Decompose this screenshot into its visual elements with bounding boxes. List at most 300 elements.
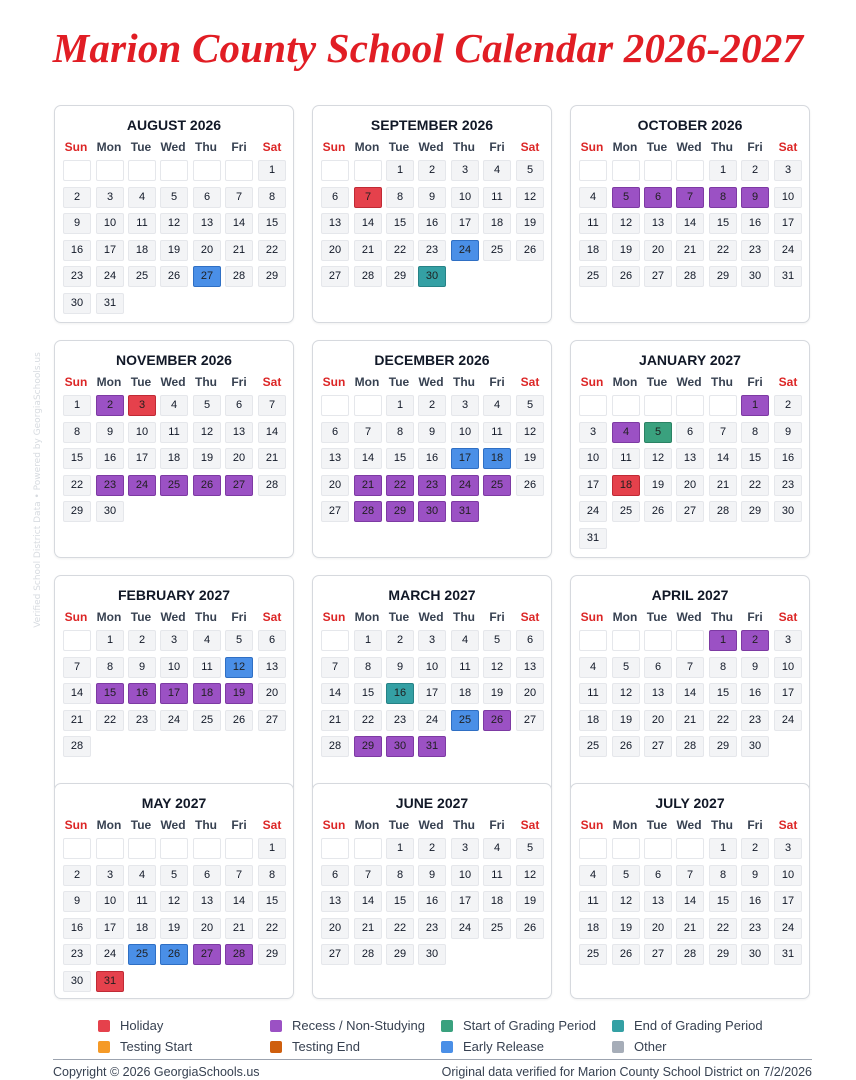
day-cell: 16 xyxy=(63,918,91,939)
day-cell: 2 xyxy=(418,838,446,859)
day-cell: 29 xyxy=(63,501,91,522)
day-cell-early: 24 xyxy=(451,240,479,261)
weekday-header-sun: Sun xyxy=(580,140,604,154)
day-cell: 22 xyxy=(258,240,286,261)
day-cell: 29 xyxy=(709,944,737,965)
day-cell: 29 xyxy=(258,266,286,287)
day-cell: 15 xyxy=(709,891,737,912)
day-cell-recess: 1 xyxy=(709,630,737,651)
day-cell: 5 xyxy=(612,657,640,678)
day-cell: 12 xyxy=(612,683,640,704)
weekday-header-tue: Tue xyxy=(130,610,152,624)
day-cell: 13 xyxy=(644,683,672,704)
day-cell: 23 xyxy=(774,475,802,496)
day-cell: 7 xyxy=(709,422,737,443)
month-january-2027 xyxy=(570,340,810,558)
day-cell: 23 xyxy=(741,710,769,731)
month-title: JUNE 2027 xyxy=(395,795,469,811)
day-cell: 12 xyxy=(516,422,544,443)
day-cell: 27 xyxy=(644,266,672,287)
weekday-header-wed: Wed xyxy=(160,140,186,154)
weekday-header-thu: Thu xyxy=(195,610,217,624)
day-cell: 21 xyxy=(709,475,737,496)
weekday-header-thu: Thu xyxy=(195,140,217,154)
day-cell: 14 xyxy=(258,422,286,443)
empty-day-cell xyxy=(128,838,156,859)
day-cell: 22 xyxy=(63,475,91,496)
day-cell-recess: 31 xyxy=(418,736,446,757)
day-cell: 24 xyxy=(451,918,479,939)
empty-day-cell xyxy=(644,160,672,181)
weekday-header-sat: Sat xyxy=(520,818,540,832)
day-cell: 30 xyxy=(741,266,769,287)
day-cell: 11 xyxy=(579,213,607,234)
day-cell: 29 xyxy=(709,736,737,757)
legend-swatch xyxy=(612,1020,624,1032)
month-title: NOVEMBER 2026 xyxy=(116,352,232,368)
day-cell: 29 xyxy=(741,501,769,522)
day-cell: 26 xyxy=(225,710,253,731)
day-cell: 10 xyxy=(774,865,802,886)
day-cell: 26 xyxy=(644,501,672,522)
day-cell: 21 xyxy=(225,918,253,939)
day-cell: 16 xyxy=(418,891,446,912)
empty-day-cell xyxy=(321,630,349,651)
day-cell: 1 xyxy=(354,630,382,651)
day-cell: 26 xyxy=(612,266,640,287)
weekday-header-sat: Sat xyxy=(262,610,282,624)
weekday-header-tue: Tue xyxy=(388,818,410,832)
day-cell: 2 xyxy=(418,160,446,181)
day-cell: 17 xyxy=(774,683,802,704)
day-cell: 23 xyxy=(63,266,91,287)
day-cell: 22 xyxy=(96,710,124,731)
day-cell: 12 xyxy=(193,422,221,443)
day-cell: 7 xyxy=(354,865,382,886)
page-title: Marion County School Calendar 2026-2027 xyxy=(52,25,804,71)
day-cell: 8 xyxy=(258,187,286,208)
weekday-header-mon: Mon xyxy=(96,610,122,624)
day-cell: 25 xyxy=(579,266,607,287)
day-cell: 23 xyxy=(418,240,446,261)
day-cell: 13 xyxy=(676,448,704,469)
day-cell: 12 xyxy=(516,865,544,886)
day-cell: 15 xyxy=(354,683,382,704)
day-cell: 20 xyxy=(516,683,544,704)
legend-label: Testing Start xyxy=(120,1039,193,1054)
day-cell: 11 xyxy=(483,422,511,443)
empty-day-cell xyxy=(193,838,221,859)
month-september-2026 xyxy=(312,105,552,323)
empty-day-cell xyxy=(612,160,640,181)
day-cell: 9 xyxy=(128,657,156,678)
day-cell: 3 xyxy=(451,160,479,181)
month-title: DECEMBER 2026 xyxy=(374,352,490,368)
weekday-header-mon: Mon xyxy=(354,610,380,624)
day-cell: 4 xyxy=(483,395,511,416)
month-february-2027 xyxy=(54,575,294,793)
day-cell: 6 xyxy=(644,657,672,678)
day-cell: 8 xyxy=(709,865,737,886)
day-cell: 17 xyxy=(96,918,124,939)
day-cell: 20 xyxy=(321,918,349,939)
day-cell: 28 xyxy=(676,944,704,965)
month-july-2027 xyxy=(570,783,810,999)
month-title: MAY 2027 xyxy=(141,795,207,811)
weekday-header-fri: Fri xyxy=(747,375,763,389)
day-cell: 2 xyxy=(418,395,446,416)
weekday-header-thu: Thu xyxy=(453,610,475,624)
weekday-header-thu: Thu xyxy=(453,375,475,389)
weekday-header-mon: Mon xyxy=(612,375,638,389)
day-cell-recess: 21 xyxy=(354,475,382,496)
day-cell: 16 xyxy=(418,448,446,469)
empty-day-cell xyxy=(579,630,607,651)
day-cell: 10 xyxy=(774,187,802,208)
day-cell: 8 xyxy=(96,657,124,678)
month-april-2027 xyxy=(570,575,810,793)
day-cell: 6 xyxy=(193,865,221,886)
day-cell: 19 xyxy=(516,448,544,469)
legend-label: Start of Grading Period xyxy=(463,1018,596,1033)
empty-day-cell xyxy=(96,838,124,859)
day-cell: 1 xyxy=(709,160,737,181)
day-cell: 7 xyxy=(63,657,91,678)
day-cell: 14 xyxy=(225,213,253,234)
weekday-header-sat: Sat xyxy=(778,140,798,154)
day-cell: 28 xyxy=(676,736,704,757)
day-cell: 30 xyxy=(96,501,124,522)
day-cell: 26 xyxy=(160,266,188,287)
weekday-header-mon: Mon xyxy=(96,375,122,389)
month-title: FEBRUARY 2027 xyxy=(117,587,231,603)
day-cell: 30 xyxy=(63,971,91,992)
day-cell: 11 xyxy=(612,448,640,469)
day-cell: 18 xyxy=(128,240,156,261)
day-cell: 12 xyxy=(612,213,640,234)
weekday-header-fri: Fri xyxy=(231,140,247,154)
legend-label: Holiday xyxy=(120,1018,164,1033)
day-cell: 31 xyxy=(774,944,802,965)
legend-swatch xyxy=(98,1041,110,1053)
day-cell: 16 xyxy=(418,213,446,234)
day-cell: 22 xyxy=(386,918,414,939)
day-cell: 9 xyxy=(774,422,802,443)
empty-day-cell xyxy=(676,838,704,859)
weekday-header-sun: Sun xyxy=(322,375,346,389)
day-cell: 16 xyxy=(63,240,91,261)
day-cell-early: 26 xyxy=(160,944,188,965)
day-cell: 13 xyxy=(644,891,672,912)
empty-day-cell xyxy=(321,160,349,181)
day-cell: 13 xyxy=(516,657,544,678)
day-cell: 17 xyxy=(96,240,124,261)
day-cell: 17 xyxy=(418,683,446,704)
day-cell-recess: 31 xyxy=(451,501,479,522)
day-cell: 17 xyxy=(774,891,802,912)
day-cell: 1 xyxy=(96,630,124,651)
day-cell-recess: 28 xyxy=(354,501,382,522)
day-cell-holiday: 3 xyxy=(128,395,156,416)
weekday-header-tue: Tue xyxy=(388,140,410,154)
weekday-header-sat: Sat xyxy=(778,375,798,389)
day-cell: 28 xyxy=(709,501,737,522)
day-cell-recess: 26 xyxy=(193,475,221,496)
day-cell: 14 xyxy=(676,891,704,912)
day-cell: 25 xyxy=(579,944,607,965)
day-cell: 28 xyxy=(354,266,382,287)
weekday-header-wed: Wed xyxy=(676,610,702,624)
day-cell: 18 xyxy=(579,240,607,261)
day-cell: 23 xyxy=(128,710,156,731)
day-cell-recess: 23 xyxy=(418,475,446,496)
day-cell: 11 xyxy=(451,657,479,678)
day-cell: 2 xyxy=(386,630,414,651)
empty-day-cell xyxy=(225,160,253,181)
day-cell: 26 xyxy=(516,918,544,939)
day-cell: 28 xyxy=(63,736,91,757)
day-cell: 11 xyxy=(579,683,607,704)
legend-label: Other xyxy=(634,1039,667,1054)
month-title: MARCH 2027 xyxy=(388,587,476,603)
day-cell-recess: 2 xyxy=(96,395,124,416)
month-title: APRIL 2027 xyxy=(651,587,729,603)
day-cell: 1 xyxy=(386,395,414,416)
month-august-2026 xyxy=(54,105,294,323)
empty-day-cell xyxy=(63,160,91,181)
day-cell: 18 xyxy=(451,683,479,704)
day-cell-recess: 30 xyxy=(386,736,414,757)
empty-day-cell xyxy=(612,838,640,859)
day-cell: 22 xyxy=(709,918,737,939)
weekday-header-wed: Wed xyxy=(418,610,444,624)
day-cell: 6 xyxy=(516,630,544,651)
day-cell: 26 xyxy=(612,944,640,965)
day-cell: 23 xyxy=(63,944,91,965)
day-cell: 18 xyxy=(128,918,156,939)
day-cell: 2 xyxy=(741,838,769,859)
weekday-header-sun: Sun xyxy=(322,818,346,832)
empty-day-cell xyxy=(160,838,188,859)
day-cell-recess: 29 xyxy=(386,501,414,522)
empty-day-cell xyxy=(354,395,382,416)
day-cell: 13 xyxy=(193,213,221,234)
day-cell: 11 xyxy=(483,187,511,208)
day-cell: 30 xyxy=(418,944,446,965)
day-cell-recess: 5 xyxy=(612,187,640,208)
day-cell: 30 xyxy=(774,501,802,522)
day-cell: 24 xyxy=(96,944,124,965)
day-cell: 17 xyxy=(774,213,802,234)
day-cell: 13 xyxy=(644,213,672,234)
day-cell: 5 xyxy=(193,395,221,416)
day-cell: 4 xyxy=(579,187,607,208)
weekday-header-fri: Fri xyxy=(489,818,505,832)
day-cell: 8 xyxy=(741,422,769,443)
weekday-header-fri: Fri xyxy=(747,818,763,832)
day-cell-recess: 24 xyxy=(128,475,156,496)
day-cell: 24 xyxy=(96,266,124,287)
weekday-header-mon: Mon xyxy=(96,818,122,832)
empty-day-cell xyxy=(709,395,737,416)
day-cell: 19 xyxy=(612,710,640,731)
day-cell: 11 xyxy=(128,213,156,234)
day-cell: 24 xyxy=(774,918,802,939)
day-cell: 6 xyxy=(193,187,221,208)
weekday-header-mon: Mon xyxy=(612,818,638,832)
day-cell-recess: 26 xyxy=(483,710,511,731)
day-cell: 10 xyxy=(96,213,124,234)
day-cell: 14 xyxy=(225,891,253,912)
weekday-header-tue: Tue xyxy=(130,818,152,832)
day-cell: 21 xyxy=(225,240,253,261)
weekday-header-thu: Thu xyxy=(711,818,733,832)
empty-day-cell xyxy=(225,838,253,859)
day-cell: 23 xyxy=(741,240,769,261)
weekday-header-wed: Wed xyxy=(160,818,186,832)
weekday-header-sat: Sat xyxy=(778,610,798,624)
day-cell: 15 xyxy=(386,448,414,469)
weekday-header-tue: Tue xyxy=(130,140,152,154)
day-cell: 6 xyxy=(321,865,349,886)
day-cell: 3 xyxy=(451,838,479,859)
day-cell: 29 xyxy=(386,266,414,287)
day-cell: 25 xyxy=(483,240,511,261)
day-cell-recess: 25 xyxy=(483,475,511,496)
day-cell: 11 xyxy=(160,422,188,443)
day-cell: 21 xyxy=(321,710,349,731)
empty-day-cell xyxy=(676,395,704,416)
empty-day-cell xyxy=(321,395,349,416)
day-cell-recess: 8 xyxy=(709,187,737,208)
day-cell: 10 xyxy=(418,657,446,678)
day-cell: 9 xyxy=(741,657,769,678)
weekday-header-fri: Fri xyxy=(489,610,505,624)
empty-day-cell xyxy=(160,160,188,181)
day-cell: 26 xyxy=(516,475,544,496)
day-cell: 15 xyxy=(709,213,737,234)
day-cell: 13 xyxy=(321,448,349,469)
day-cell: 3 xyxy=(451,395,479,416)
day-cell: 12 xyxy=(160,891,188,912)
day-cell-recess: 16 xyxy=(128,683,156,704)
empty-day-cell xyxy=(644,395,672,416)
day-cell-early: 27 xyxy=(193,266,221,287)
day-cell: 5 xyxy=(612,865,640,886)
weekday-header-sun: Sun xyxy=(322,140,346,154)
day-cell-early: 18 xyxy=(483,448,511,469)
day-cell: 24 xyxy=(160,710,188,731)
weekday-header-mon: Mon xyxy=(96,140,122,154)
legend-swatch xyxy=(441,1020,453,1032)
day-cell: 30 xyxy=(63,293,91,314)
day-cell-recess: 27 xyxy=(225,475,253,496)
day-cell: 1 xyxy=(258,838,286,859)
day-cell: 13 xyxy=(321,213,349,234)
day-cell: 25 xyxy=(193,710,221,731)
month-title: OCTOBER 2026 xyxy=(637,117,743,133)
day-cell: 9 xyxy=(741,865,769,886)
day-cell: 14 xyxy=(354,891,382,912)
weekday-header-wed: Wed xyxy=(418,375,444,389)
day-cell: 9 xyxy=(96,422,124,443)
day-cell: 10 xyxy=(774,657,802,678)
day-cell: 4 xyxy=(128,865,156,886)
day-cell-recess: 30 xyxy=(418,501,446,522)
weekday-header-tue: Tue xyxy=(388,375,410,389)
day-cell: 16 xyxy=(741,213,769,234)
day-cell: 31 xyxy=(774,266,802,287)
day-cell: 10 xyxy=(160,657,188,678)
day-cell-holiday: 7 xyxy=(354,187,382,208)
day-cell: 15 xyxy=(258,891,286,912)
day-cell: 29 xyxy=(258,944,286,965)
day-cell: 19 xyxy=(483,683,511,704)
weekday-header-tue: Tue xyxy=(388,610,410,624)
day-cell: 20 xyxy=(321,475,349,496)
day-cell: 17 xyxy=(451,891,479,912)
day-cell: 15 xyxy=(258,213,286,234)
weekday-header-fri: Fri xyxy=(231,610,247,624)
day-cell: 8 xyxy=(258,865,286,886)
day-cell-recess: 18 xyxy=(193,683,221,704)
day-cell: 27 xyxy=(644,944,672,965)
day-cell: 18 xyxy=(579,710,607,731)
day-cell: 27 xyxy=(321,944,349,965)
day-cell: 20 xyxy=(644,240,672,261)
day-cell: 19 xyxy=(160,918,188,939)
day-cell: 21 xyxy=(676,710,704,731)
day-cell: 26 xyxy=(516,240,544,261)
weekday-header-tue: Tue xyxy=(646,818,668,832)
weekday-header-thu: Thu xyxy=(453,140,475,154)
month-november-2026 xyxy=(54,340,294,558)
day-cell: 18 xyxy=(160,448,188,469)
weekday-header-mon: Mon xyxy=(354,140,380,154)
day-cell: 29 xyxy=(386,944,414,965)
day-cell: 20 xyxy=(321,240,349,261)
day-cell-recess: 23 xyxy=(96,475,124,496)
empty-day-cell xyxy=(96,160,124,181)
day-cell-holiday: 31 xyxy=(96,971,124,992)
day-cell: 27 xyxy=(676,501,704,522)
day-cell: 22 xyxy=(709,710,737,731)
day-cell-early: 17 xyxy=(451,448,479,469)
day-cell: 1 xyxy=(386,838,414,859)
day-cell: 11 xyxy=(128,891,156,912)
day-cell: 22 xyxy=(709,240,737,261)
weekday-header-thu: Thu xyxy=(711,375,733,389)
weekday-header-fri: Fri xyxy=(747,610,763,624)
day-cell: 16 xyxy=(741,891,769,912)
weekday-header-sun: Sun xyxy=(580,818,604,832)
day-cell: 17 xyxy=(451,213,479,234)
day-cell: 25 xyxy=(612,501,640,522)
day-cell: 25 xyxy=(483,918,511,939)
day-cell: 4 xyxy=(483,160,511,181)
day-cell: 25 xyxy=(128,266,156,287)
day-cell-recess: 4 xyxy=(612,422,640,443)
day-cell: 24 xyxy=(774,710,802,731)
day-cell: 12 xyxy=(612,891,640,912)
empty-day-cell xyxy=(354,838,382,859)
day-cell: 3 xyxy=(579,422,607,443)
day-cell: 9 xyxy=(418,422,446,443)
day-cell-recess: 15 xyxy=(96,683,124,704)
day-cell: 23 xyxy=(741,918,769,939)
day-cell: 9 xyxy=(418,865,446,886)
day-cell: 21 xyxy=(258,448,286,469)
